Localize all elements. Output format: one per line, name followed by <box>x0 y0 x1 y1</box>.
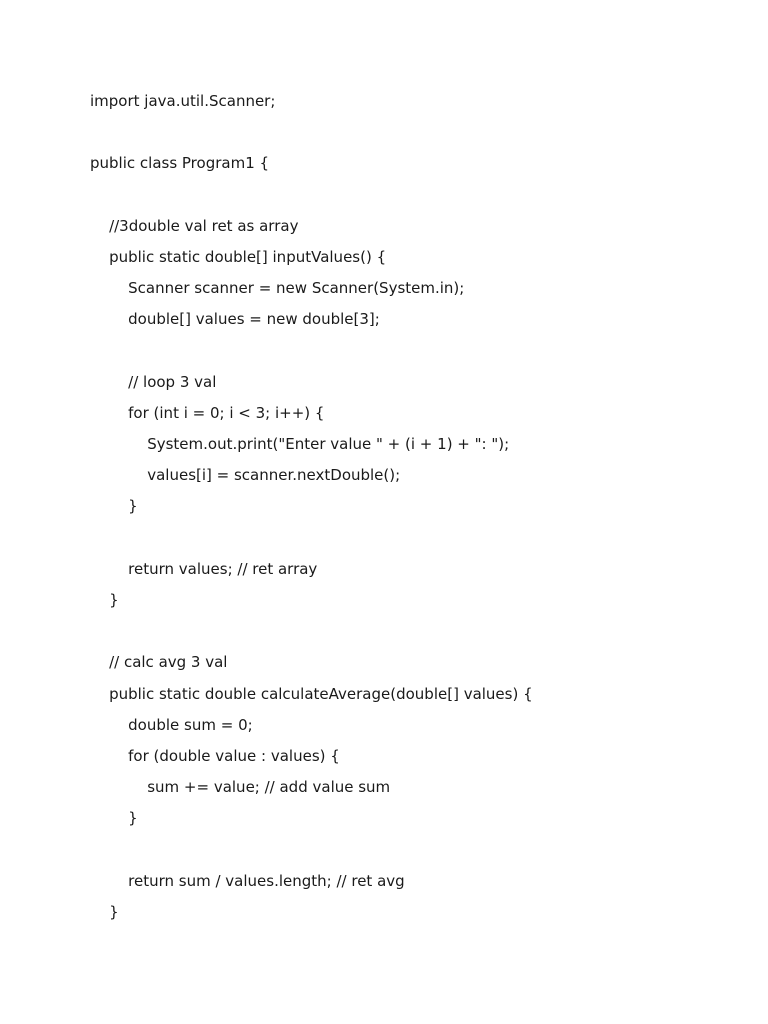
code-line: return sum / values.length; // ret avg <box>90 871 405 890</box>
code-line: import java.util.Scanner; <box>90 92 276 110</box>
code-line: //3double val ret as array <box>90 216 299 235</box>
code-line: // calc avg 3 val <box>90 653 228 672</box>
code-line: } <box>90 809 138 828</box>
code-line: double sum = 0; <box>90 715 253 734</box>
code-line <box>90 835 748 866</box>
code-line: double[] values = new double[3]; <box>90 310 380 329</box>
code-line: return values; // ret array <box>90 559 318 578</box>
code-line <box>90 117 748 148</box>
code-line: public class Program1 { <box>90 154 270 173</box>
code-line <box>90 336 748 367</box>
code-line: // loop 3 val <box>90 372 217 391</box>
code-line: for (double value : values) { <box>90 746 340 765</box>
code-line: } <box>90 497 138 516</box>
code-line <box>90 616 748 647</box>
code-line: sum += value; // add value sum <box>90 778 391 797</box>
code-document <box>90 86 748 928</box>
code-line: Scanner scanner = new Scanner(System.in); <box>90 279 465 298</box>
code-line: System.out.print("Enter value " + (i + 1) + ": "); <box>90 435 510 454</box>
code-line: } <box>90 902 119 921</box>
code-line: public static double[] inputValues() { <box>90 247 387 266</box>
code-line: } <box>90 591 119 609</box>
code-line: values[i] = scanner.nextDouble(); <box>90 466 401 485</box>
code-line: for (int i = 0; i < 3; i++) { <box>90 403 325 422</box>
code-line <box>90 180 748 211</box>
code-line: public static double calculateAverage(double[] values) { <box>90 684 533 703</box>
code-line <box>90 523 748 554</box>
